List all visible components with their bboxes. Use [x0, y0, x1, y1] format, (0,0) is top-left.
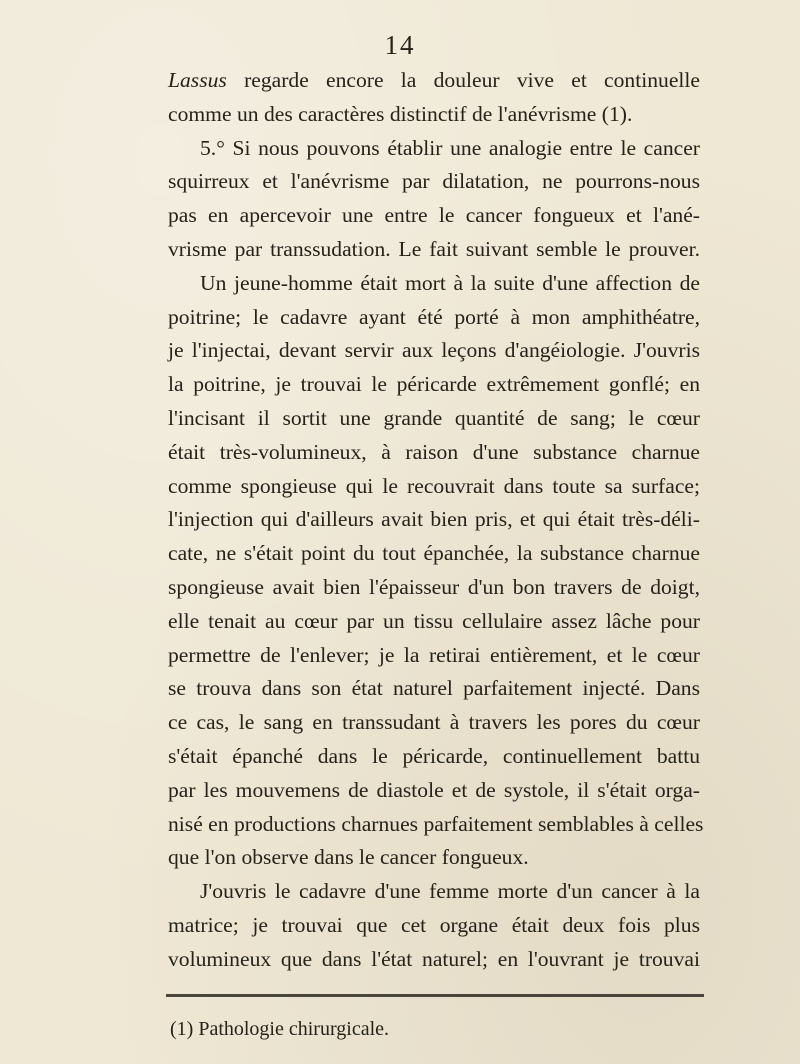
- author-name: Lassus: [168, 68, 227, 92]
- footnote-rule: [166, 994, 704, 997]
- text-line-24: que l'on observe dans le cancer fongueux.: [168, 845, 529, 870]
- text-line-19: se trouva dans son état naturel parfaitement injecté. Dans: [168, 676, 700, 701]
- text-line-1: [168, 64, 700, 98]
- text-line-13: comme spongieuse qui le recouvrait dans toute sa surface;: [168, 473, 700, 498]
- text-line-2: comme un des caractères distinctif de l'anévrisme (1).: [168, 101, 633, 126]
- text-line-7: Un jeune-homme était mort à la suite d'une affection de: [200, 270, 700, 295]
- text-line-4: squirreux et l'anévrisme par dilatation, ne pourrons-nous: [168, 169, 700, 194]
- text-line-26: matrice; je trouvai que cet organe était deux fois plus: [168, 912, 700, 937]
- text-line-14: l'injection qui d'ailleurs avait bien pris, et qui était très-déli-: [168, 507, 700, 532]
- footnote: (1) Pathologie chirurgicale.: [170, 1018, 390, 1040]
- text-line-12: était très-volumineux, à raison d'une substance charnue: [168, 439, 700, 464]
- text-line-6: vrisme par transsudation. Le fait suivant semble le prouver.: [168, 236, 700, 261]
- text-line-1-rest: regarde encore la douleur vive et continuelle: [226, 68, 700, 92]
- text-line-9: je l'injectai, devant servir aux leçons d'angéiologie. J'ouvris: [168, 338, 700, 363]
- text-line-23: nisé en productions charnues parfaitement semblables à celles: [168, 811, 704, 836]
- text-line-5: pas en apercevoir une entre le cancer fongueux et l'ané-: [168, 203, 700, 228]
- text-line-17: elle tenait au cœur par un tissu cellulaire assez lâche pour: [168, 608, 700, 633]
- text-line-25: J'ouvris le cadavre d'une femme morte d'un cancer à la: [200, 879, 700, 904]
- text-line-8: poitrine; le cadavre ayant été porté à mon amphithéatre,: [168, 304, 700, 329]
- text-line-10: la poitrine, je trouvai le péricarde extrêmement gonflé; en: [168, 372, 700, 397]
- body-text: [168, 64, 704, 977]
- text-line-18: permettre de l'enlever; je la retirai entièrement, et le cœur: [168, 642, 700, 667]
- text-line-20: ce cas, le sang en transsudant à travers les pores du cœur: [168, 710, 700, 735]
- text-line-3: 5.° Si nous pouvons établir une analogie entre le cancer: [200, 135, 700, 160]
- text-line-15: cate, ne s'était point du tout épanchée, la substance charnue: [168, 541, 700, 566]
- text-line-11: l'incisant il sortit une grande quantité de sang; le cœur: [168, 405, 700, 430]
- text-line-21: s'était épanché dans le péricarde, continuellement battu: [168, 743, 700, 768]
- text-line-16: spongieuse avait bien l'épaisseur d'un bon travers de doigt,: [168, 574, 700, 599]
- page-number: 14: [384, 30, 416, 60]
- text-line-27: volumineux que dans l'état naturel; en l'ouvrant je trouvai: [168, 946, 700, 971]
- text-line-22: par les mouvemens de diastole et de systole, il s'était orga-: [168, 777, 700, 802]
